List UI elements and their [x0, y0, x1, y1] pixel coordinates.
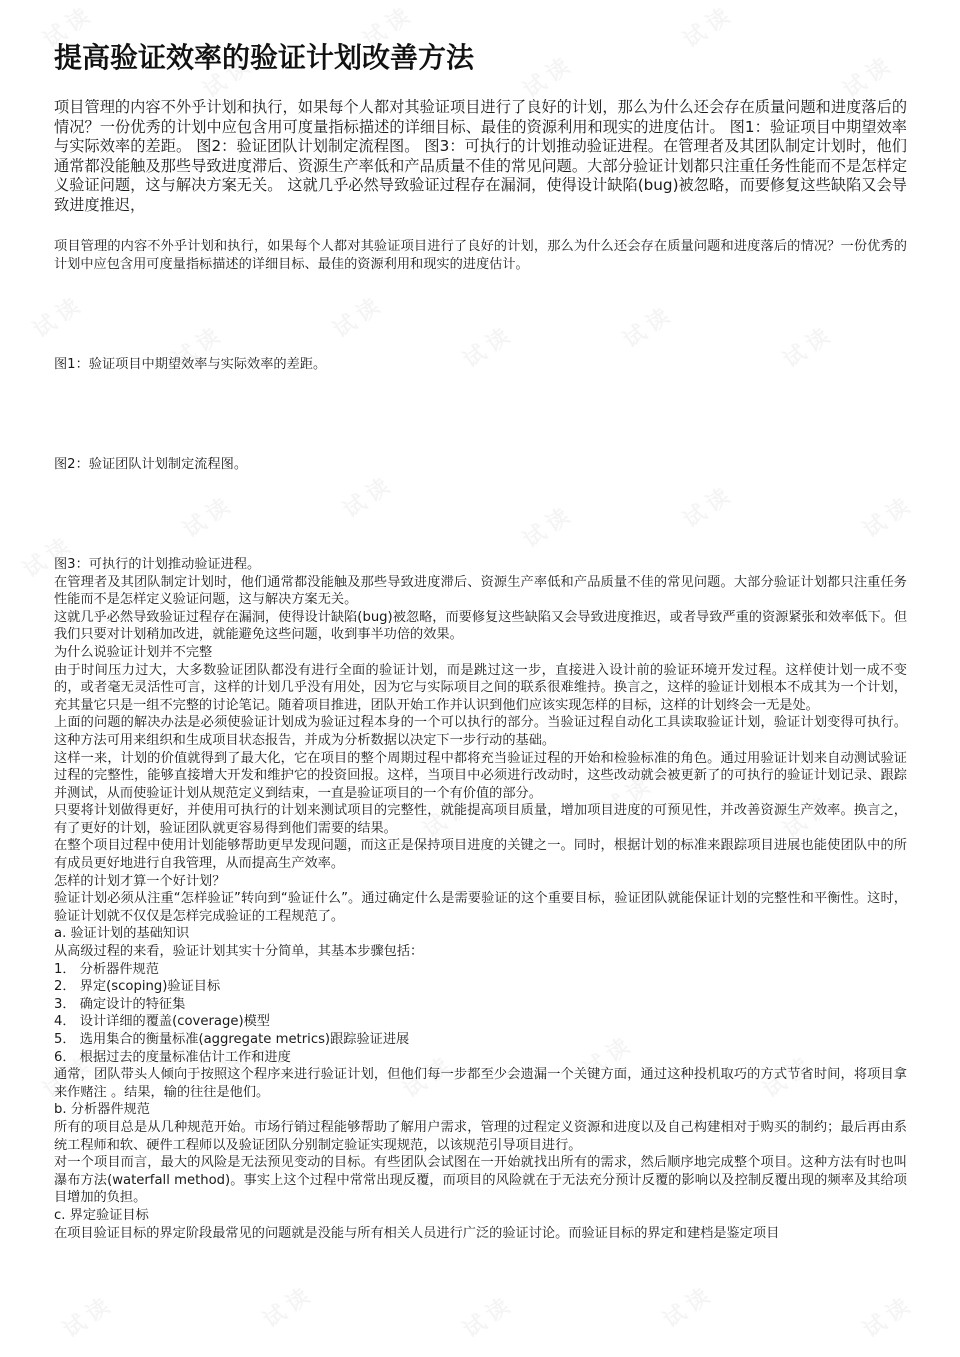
body-paragraph: 只要将计划做得更好，并使用可执行的计划来测试项目的完整性，就能提高项目质量，增加项目进度的可预见性，并改善资源生产效率。换言之，有了更好的计划，验证团队就更容易得到他们需要的结果。 [54, 803, 907, 836]
summary-paragraph: 项目管理的内容不外乎计划和执行，如果每个人都对其验证项目进行了良好的计划，那么为什么还会存在质量问题和进度落后的情况？一份优秀的计划中应包含用可度量指标描述的详细目标、最佳的资源利用和现实的进度估计。 图1：验证项目中期望效率与实际效率的差距。 图2：验证团队计划制定流程图。 图3：可执行的计划推动验证进程。在管理者及其团队制定计划时，他们通常都没能触及那些导致进度滞后、资源生产率低和产品质量不佳的常见问题。大部分验证计划都只注重任务性能而不是怎样定义验证问题，这与解决方案无关。 这就几乎必然导致验证过程存在漏洞，使得设计缺陷(bug)被忽略，而要修复这些缺陷又会导致进度推迟， [54, 98, 907, 214]
list-item: 6． 根据过去的度量标准估计工作和进度 [54, 1049, 291, 1065]
list-item: 5． 选用集合的衡量标准(aggregate metrics)跟踪验证进展 [54, 1032, 410, 1047]
list-item: 4． 设计详细的覆盖(coverage)模型 [54, 1014, 270, 1030]
body-paragraph: 在整个项目过程中使用计划能够帮助更早发现问题，而这正是保持项目进度的关键之一。同时，根据计划的标准来跟踪项目进展也能使团队中的所有成员更好地进行自我管理，从而提高生产效率。 [54, 838, 907, 872]
figure-3-caption: 图3：可执行的计划推动验证进程。 [54, 556, 261, 572]
body-paragraph: 通常，团队带头人倾向于按照这个程序来进行验证计划，但他们每一步都至少会遗漏一个关键方面，通过这种投机取巧的方式节省时间，将项目拿来作赌注 。结果，输的往往是他们。 [54, 1067, 907, 1100]
body-paragraph: 验证计划必须从注重“怎样验证”转向到“验证什么”。通过确定什么是需要验证的这个重要目标，验证团队就能保证计划的完整性和平衡性。这时，验证计划就不仅仅是怎样完成验证的工程规范了。 [54, 891, 907, 924]
list-item: 1． 分析器件规范 [54, 961, 159, 977]
section-heading: 为什么说验证计划并不完整 [54, 644, 213, 660]
subsection-heading: a. 验证计划的基础知识 [54, 926, 190, 942]
watermark [656, 1277, 720, 1335]
watermark [456, 1287, 520, 1345]
article-body [54, 574, 907, 1243]
body-paragraph: 在项目验证目标的界定阶段最常见的问题就是没能与所有相关人员进行广泛的验证讨论。而验证目标的界定和建档是鉴定项目 [54, 1225, 780, 1241]
body-paragraph: 从高级过程的来看，验证计划其实十分简单，其基本步骤包括： [54, 944, 424, 960]
watermark [256, 1277, 320, 1335]
body-paragraph: 所有的项目总是从几种规范开始。市场行销过程能够帮助了解用户需求，管理的过程定义资源和进度以及自己构建相对于购买的制约；最后再由系统工程师和软、硬件工程师以及验证团队分别制定验证实现规范，以该规范引导项目进行。 [54, 1119, 907, 1153]
watermark [856, 1287, 920, 1345]
body-paragraph: 对一个项目而言，最大的风险是无法预见变动的目标。有些团队会试图在一开始就找出所有的需求，然后顺序地完成整个项目。这种方法有时也叫瀑布方法(waterfall method)。事实上这个过程中常常出现反覆，而项目的风险就在于无法充分预计反覆的影响以及控制反覆出现的频率及其给项目增加的负担。 [54, 1155, 907, 1206]
body-paragraph: 这样一来，计划的价值就得到了最大化，它在项目的整个周期过程中都将充当验证过程的开始和检验标准的角色。通过用验证计划来自动测试验证过程的完整性，能够直接增大开发和维护它的投资回报。这样，当项目中必须进行改动时，这些改动就会被更新了的可执行的验证计划记录、跟踪并测试，从而使验证计划从规范定义到结束，一直是验证项目的一个有价值的部分。 [54, 750, 907, 801]
list-item: 2． 界定(scoping)验证目标 [54, 979, 221, 995]
figure-1-caption: 图1：验证项目中期望效率与实际效率的差距。 [54, 356, 327, 372]
body-paragraph: 在管理者及其团队制定计划时，他们通常都没能触及那些导致进度滞后、资源生产率低和产品质量不佳的常见问题。大部分验证计划都只注重任务性能而不是怎样定义验证问题，这与解决方案无关。 [54, 574, 907, 608]
section-heading: 怎样的计划才算一个好计划？ [54, 873, 226, 889]
intro-paragraph: 项目管理的内容不外乎计划和执行，如果每个人都对其验证项目进行了良好的计划，那么为什么还会存在质量问题和进度落后的情况？一份优秀的计划中应包含用可度量指标描述的详细目标、最佳的资源利用和现实的进度估计。 [54, 238, 907, 272]
watermark [56, 1287, 120, 1345]
body-paragraph: 上面的问题的解决办法是必须使验证计划成为验证过程本身的一个可以执行的部分。当验证过程自动化工具读取验证计划，验证计划变得可执行。这种方法可用来组织和生成项目状态报告，并成为分析数据以决定下一步行动的基础。 [54, 715, 907, 748]
subsection-heading: b. 分析器件规范 [54, 1102, 150, 1118]
body-paragraph: 这就几乎必然导致验证过程存在漏洞，使得设计缺陷(bug)被忽略，而要修复这些缺陷又会导致进度推迟，或者导致严重的资源紧张和效率低下。但我们只要对计划稍加改进，就能避免这些问题，收到事半功倍的效果。 [54, 609, 908, 643]
body-paragraph: 由于时间压力过大，大多数验证团队都没有进行全面的验证计划，而是跳过这一步，直接进入设计前的验证环境开发过程。这样使计划一成不变的，或者毫无灵活性可言，这样的计划几乎没有用处，因为它与实际项目之间的联系很难维持。换言之，这样的验证计划根本不成其为一个计划，充其量它只是一组不完整的讨论笔记。随着项目推进，团队开始工作并认识到他们应该实现怎样的目标，这样的计划终会一无是处。 [54, 662, 907, 713]
page-title: 提高验证效率的验证计划改善方法 [54, 41, 475, 74]
list-item: 3． 确定设计的特征集 [54, 996, 186, 1012]
subsection-heading: c. 界定验证目标 [54, 1207, 149, 1223]
figure-2-caption: 图2：验证团队计划制定流程图。 [54, 456, 248, 472]
document-page [54, 40, 907, 1242]
